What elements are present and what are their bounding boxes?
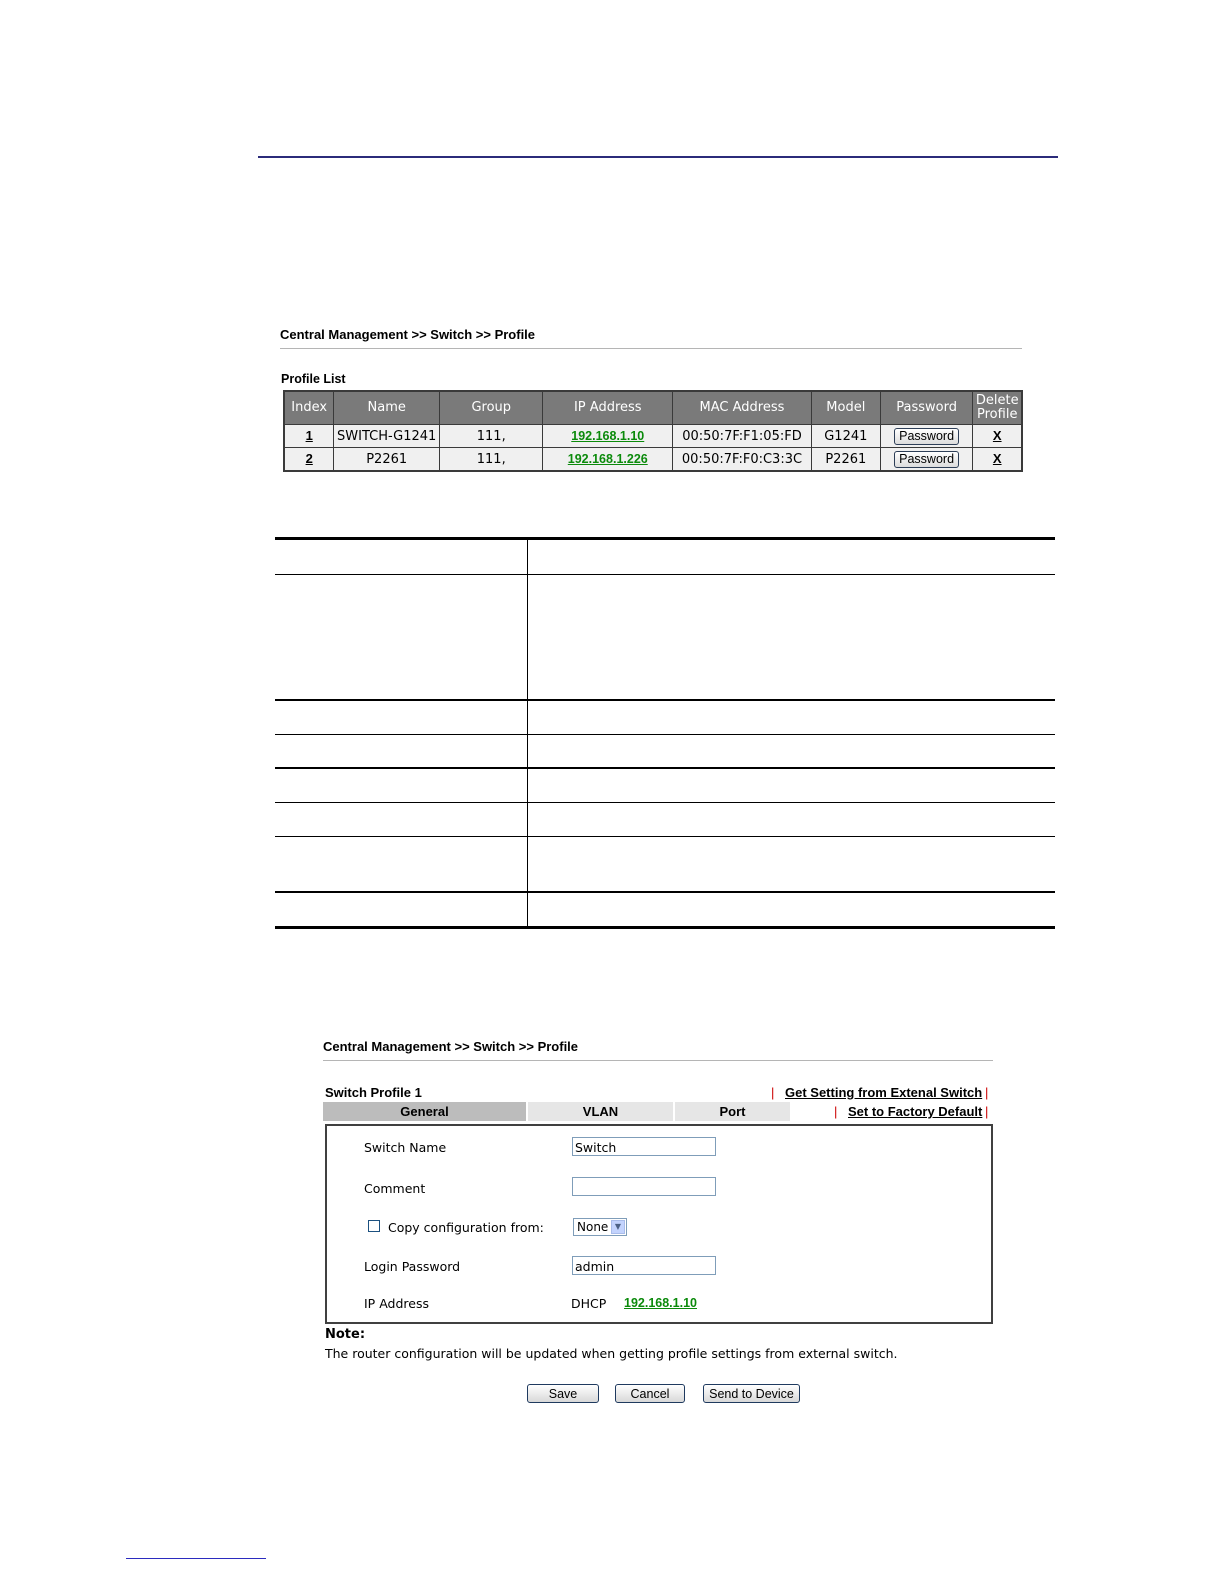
- note-title: Note:: [325, 1327, 366, 1342]
- description-table: [275, 537, 1055, 929]
- row-mac-cell: 00:50:7F:F0:C3:3C: [673, 448, 812, 472]
- delete-header-label: Delete Profile: [975, 393, 1019, 422]
- ip-mode-text: DHCP: [571, 1296, 607, 1311]
- switch-name-label: Switch Name: [364, 1140, 447, 1155]
- description-table-row: [275, 837, 1055, 893]
- row-index-cell: [284, 448, 334, 472]
- row-mac-cell: 00:50:7F:F1:05:FD: [673, 425, 812, 448]
- send-to-device-button[interactable]: Send to Device: [703, 1384, 800, 1403]
- row-name-cell: SWITCH-G1241: [334, 425, 440, 448]
- profile-index-link[interactable]: 2: [305, 451, 313, 466]
- row-password-cell: [880, 425, 973, 448]
- password-button[interactable]: Password: [894, 428, 959, 445]
- row-name-cell: P2261: [334, 448, 440, 472]
- breadcrumb-divider: [280, 348, 1022, 349]
- description-table-row: [275, 893, 1055, 929]
- row-delete-cell: [973, 448, 1022, 472]
- column-header-model: Model: [811, 391, 880, 425]
- delete-profile-link[interactable]: X: [992, 428, 1002, 443]
- column-header-mac: MAC Address: [673, 391, 812, 425]
- row-ip-cell: [543, 425, 673, 448]
- ip-address-label: IP Address: [364, 1296, 429, 1311]
- copy-config-checkbox[interactable]: [368, 1220, 380, 1232]
- column-header-group: Group: [439, 391, 542, 425]
- factory-default-link[interactable]: Set to Factory Default: [848, 1104, 983, 1119]
- column-header-ip: IP Address: [543, 391, 673, 425]
- page-header-rule: [258, 156, 1058, 158]
- table-row: [284, 448, 1022, 472]
- link-separator: |: [834, 1104, 838, 1119]
- get-setting-link[interactable]: Get Setting from Extenal Switch: [785, 1085, 983, 1100]
- profile-list-title: Profile List: [281, 372, 346, 386]
- row-index-cell: [284, 425, 334, 448]
- ip-address-link[interactable]: 192.168.1.10: [571, 428, 645, 443]
- column-header-name: Name: [334, 391, 440, 425]
- column-header-index: Index: [284, 391, 334, 425]
- table-header-row: [284, 391, 1022, 425]
- delete-profile-link[interactable]: X: [992, 451, 1002, 466]
- password-button[interactable]: Password: [894, 451, 959, 468]
- table-row: [284, 425, 1022, 448]
- link-separator: |: [985, 1104, 989, 1119]
- login-password-label: Login Password: [364, 1259, 461, 1274]
- breadcrumb: Central Management >> Switch >> Profile: [323, 1039, 579, 1054]
- row-password-cell: [880, 448, 973, 472]
- comment-input[interactable]: [572, 1177, 716, 1196]
- description-table-row: [275, 769, 1055, 803]
- ip-address-link[interactable]: 192.168.1.226: [567, 451, 648, 466]
- tab-port[interactable]: Port: [675, 1102, 790, 1121]
- row-delete-cell: [973, 425, 1022, 448]
- row-group-cell: 111,: [439, 425, 542, 448]
- link-separator: |: [771, 1085, 775, 1100]
- link-separator: |: [985, 1085, 989, 1100]
- comment-label: Comment: [364, 1181, 426, 1196]
- row-ip-cell: [543, 448, 673, 472]
- breadcrumb: Central Management >> Switch >> Profile: [280, 327, 536, 342]
- login-password-input[interactable]: admin: [572, 1256, 716, 1275]
- profile-index-link[interactable]: 1: [305, 428, 313, 443]
- copy-config-select[interactable]: [573, 1218, 627, 1236]
- ip-address-link[interactable]: 192.168.1.10: [624, 1296, 697, 1310]
- profile-list-table: [283, 390, 1023, 472]
- row-model-cell: G1241: [811, 425, 880, 448]
- row-group-cell: 111,: [439, 448, 542, 472]
- switch-profile-title: Switch Profile 1: [325, 1085, 422, 1100]
- switch-name-input[interactable]: Switch: [572, 1137, 716, 1156]
- tab-vlan[interactable]: VLAN: [528, 1102, 673, 1121]
- cancel-button[interactable]: Cancel: [615, 1384, 685, 1403]
- description-table-row: [275, 701, 1055, 735]
- note-text: The router configuration will be updated when getting profile settings from external switch.: [325, 1346, 898, 1361]
- save-button[interactable]: Save: [527, 1384, 599, 1403]
- description-table-row: [275, 575, 1055, 701]
- description-table-row: [275, 803, 1055, 837]
- description-table-row: [275, 735, 1055, 769]
- footer-rule: [126, 1558, 266, 1559]
- column-header-delete: [973, 391, 1022, 425]
- copy-config-label: Copy configuration from:: [388, 1220, 544, 1235]
- column-header-password: Password: [880, 391, 973, 425]
- copy-config-selected: None: [577, 1220, 609, 1234]
- breadcrumb-divider: [323, 1060, 993, 1061]
- description-table-header: [275, 537, 1055, 575]
- row-model-cell: P2261: [811, 448, 880, 472]
- tab-general[interactable]: General: [323, 1102, 526, 1121]
- chevron-down-icon[interactable]: ▼: [611, 1220, 625, 1234]
